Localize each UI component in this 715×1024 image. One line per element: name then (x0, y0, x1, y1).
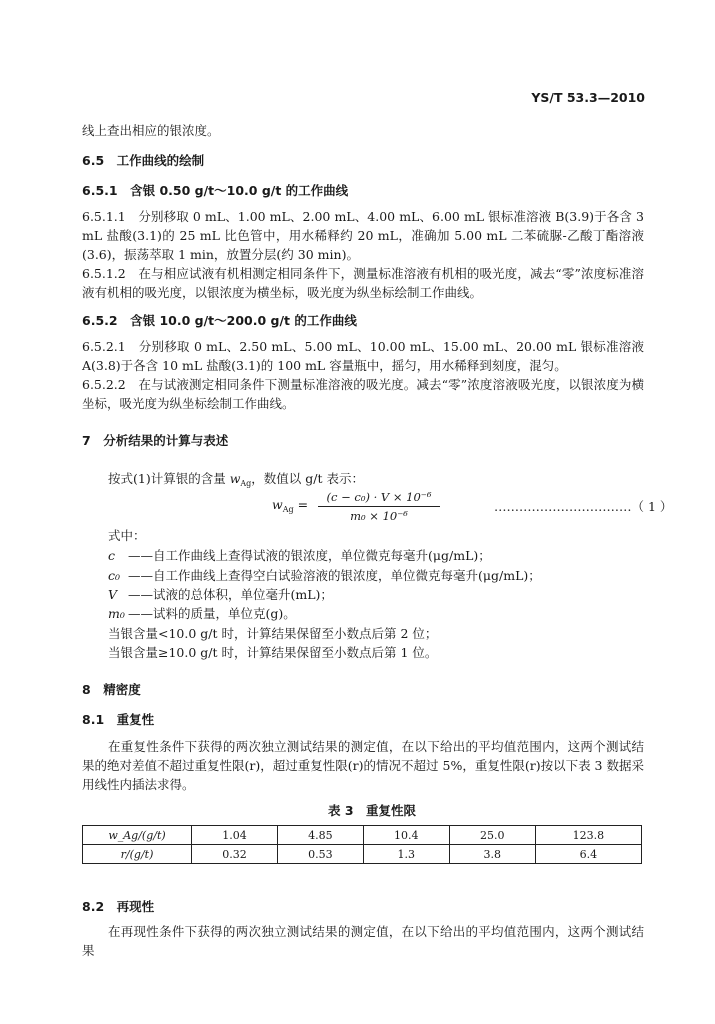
table-cell: 1.3 (363, 845, 449, 864)
rounding-rule-1: 当银含量<10.0 g/t 时，计算结果保留至小数点后第 2 位； (108, 626, 438, 641)
calc-intro-text-a: 按式(1)计算银的含量 (108, 471, 230, 486)
paragraph-8-1: 在重复性条件下获得的两次独立测试结果的测定值，在以下给出的平均值范围内，这两个测试结果的绝对差值不超过重复性限(r)，超过重复性限(r)的情况不超过 5%，重复性限(r)按以下表 3 数据采用线性内插法求得。 (82, 739, 644, 792)
w-subscript: Ag (240, 479, 252, 488)
table-cell: 1.04 (192, 826, 278, 845)
table-cell: 0.32 (192, 845, 278, 864)
formula-w-subscript: Ag (282, 505, 294, 514)
variable-description: ——自工作曲线上查得试液的银浓度，单位微克每毫升(μg/mL)； (128, 548, 491, 563)
variable-m0 (108, 604, 296, 622)
table-row-label: r/(g/t) (83, 845, 192, 864)
calc-intro-text-b: ，数值以 g/t 表示： (251, 471, 364, 486)
paragraph-6-5-1-2: 6.5.1.2 在与相应试液有机相测定相同条件下，测量标准溶液有机相的吸光度，减去“零”浓度标准溶液有机相的吸光度，以银浓度为横坐标，吸光度为纵坐标绘制工作曲线。 (82, 266, 644, 300)
table-row (83, 826, 642, 845)
variable-symbol: m₀ (108, 606, 125, 621)
table-cell: 6.4 (535, 845, 641, 864)
formula-denominator: m₀ × 10⁻⁶ (350, 509, 408, 523)
formula-equals: = (297, 497, 309, 512)
table-cell: 10.4 (363, 826, 449, 845)
section-8-2-title: 8.2 再现性 (82, 899, 155, 914)
rounding-rule-2: 当银含量≥10.0 g/t 时，计算结果保留至小数点后第 1 位。 (108, 645, 438, 660)
variable-symbol: c (108, 548, 116, 563)
variable-description: ——自工作曲线上查得空白试验溶液的银浓度，单位微克每毫升(μg/mL)； (128, 568, 541, 583)
section-8-title: 8 精密度 (82, 682, 141, 697)
table-title: 表 3 重复性限 (328, 803, 417, 818)
table-cell: 123.8 (535, 826, 641, 845)
formula-lhs (272, 497, 308, 514)
table-cell: 0.53 (277, 845, 363, 864)
table-row (83, 845, 642, 864)
section-7-title: 7 分析结果的计算与表述 (82, 433, 229, 448)
paragraph-8-2: 在再现性条件下获得的两次独立测试结果的测定值，在以下给出的平均值范围内，这两个测试结果 (82, 924, 644, 958)
formula-numerator: (c − c₀) · V × 10⁻⁶ (318, 490, 440, 507)
variable-description: ——试料的质量，单位克(g)。 (128, 606, 296, 621)
table-cell: 4.85 (277, 826, 363, 845)
intro-line: 线上查出相应的银浓度。 (82, 123, 220, 138)
variable-symbol: c₀ (108, 568, 121, 583)
formula-w-symbol: w (272, 497, 283, 512)
paragraph-6-5-1-1: 6.5.1.1 分别移取 0 mL、1.00 mL、2.00 mL、4.00 mL、6.00 mL 银标准溶液 B(3.9)于各含 3 mL 盐酸(3.1)的 25 mL 比色管中，用水稀释约 20 mL，准确加 5.00 mL 二苯硫脲-乙酸丁酯溶液(3.6)，振荡萃取 1 min，放置分层(约 30 min)。 (82, 209, 644, 262)
variable-symbol: V (108, 587, 118, 602)
section-8-1-title: 8.1 重复性 (82, 712, 155, 727)
where-label: 式中： (108, 528, 146, 543)
table-row-label: w_Ag/(g/t) (83, 826, 192, 845)
variable-c0 (108, 566, 541, 584)
formula-fraction (318, 490, 440, 523)
paragraph-6-5-2-1: 6.5.2.1 分别移取 0 mL、2.50 mL、5.00 mL、10.00 mL、15.00 mL、20.00 mL 银标准溶液 A(3.8)于各含 10 mL 盐酸(3.1)的 100 mL 容量瓶中，摇匀，用水稀释到刻度，混匀。 (82, 339, 644, 373)
formula-number: ……………………………（ 1 ） (494, 499, 673, 514)
section-6-5-2-title: 6.5.2 含银 10.0 g/t～200.0 g/t 的工作曲线 (82, 313, 357, 328)
table-cell: 25.0 (449, 826, 535, 845)
variable-v (108, 585, 333, 603)
variable-description: ——试液的总体积，单位毫升(mL)； (128, 587, 333, 602)
calc-intro (108, 469, 364, 488)
variable-c (108, 546, 491, 564)
w-symbol: w (229, 471, 241, 486)
paragraph-6-5-2-2: 6.5.2.2 在与试液测定相同条件下测量标准溶液的吸光度。减去“零”浓度溶液吸光度，以银浓度为横坐标，吸光度为纵坐标绘制工作曲线。 (82, 377, 644, 411)
repeatability-table (82, 825, 642, 864)
table-cell: 3.8 (449, 845, 535, 864)
section-6-5-title: 6.5 工作曲线的绘制 (82, 153, 205, 168)
document-code: YS/T 53.3—2010 (531, 90, 645, 105)
section-6-5-1-title: 6.5.1 含银 0.50 g/t～10.0 g/t 的工作曲线 (82, 183, 349, 198)
